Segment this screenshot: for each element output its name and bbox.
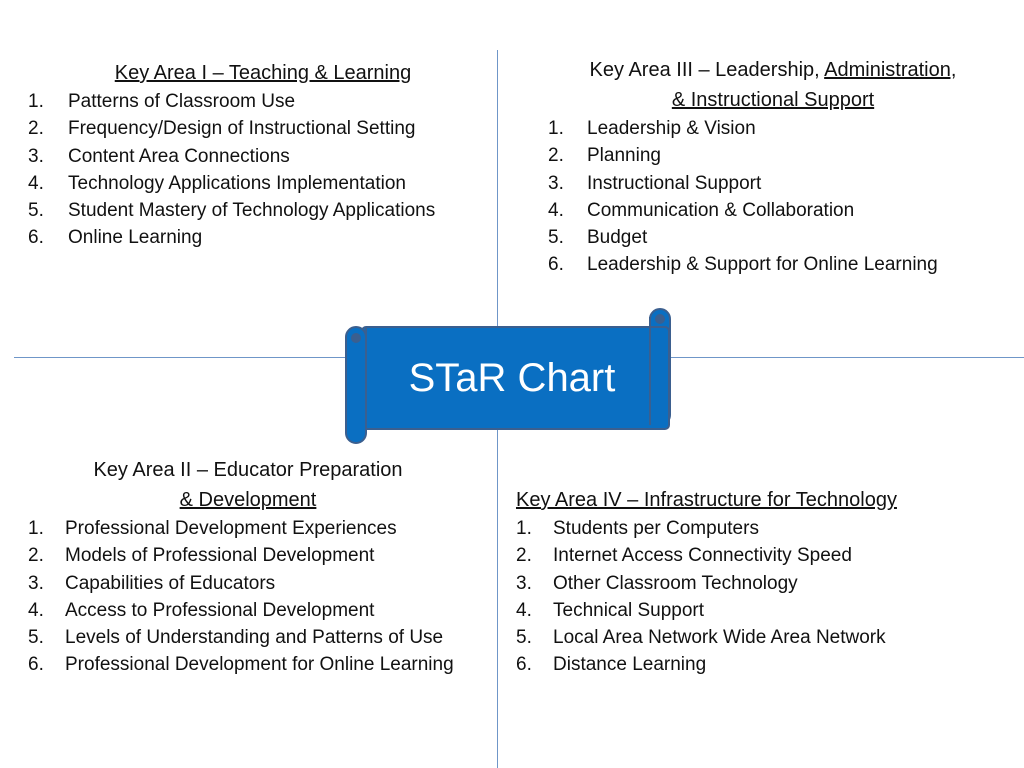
list-item	[28, 515, 468, 542]
item-number: 2.	[548, 145, 564, 167]
key-area-3-heading-plain: Key Area III – Leadership,	[589, 59, 825, 81]
list-item	[548, 197, 1008, 224]
item-text: Frequency/Design of Instructional Setting	[68, 118, 416, 140]
key-area-4-heading	[516, 485, 986, 515]
list-item	[516, 542, 986, 569]
item-number: 6.	[516, 654, 532, 676]
key-area-2-list	[28, 515, 468, 679]
item-number: 5.	[28, 200, 44, 222]
item-text: Capabilities of Educators	[65, 572, 276, 594]
key-area-4-list	[516, 515, 986, 679]
list-item	[28, 597, 468, 624]
item-number: 5.	[28, 627, 44, 649]
key-area-2-heading	[28, 455, 468, 515]
list-item	[548, 170, 1008, 197]
item-text: Online Learning	[68, 227, 203, 249]
item-number: 1.	[28, 518, 44, 539]
item-text: Communication & Collaboration	[587, 199, 855, 221]
list-item	[28, 170, 498, 197]
item-text: Distance Learning	[553, 654, 707, 676]
item-number: 1.	[516, 518, 532, 539]
item-number: 3.	[516, 572, 532, 594]
key-area-2-heading-line2: & Development	[179, 489, 317, 511]
item-number: 4.	[548, 199, 564, 221]
item-number: 3.	[28, 572, 44, 594]
list-item	[28, 143, 498, 170]
item-text: Budget	[587, 227, 648, 249]
list-item	[548, 142, 1008, 169]
item-number: 2.	[28, 545, 44, 567]
item-number: 5.	[548, 227, 564, 249]
item-text: Planning	[587, 145, 661, 167]
list-item	[28, 624, 468, 651]
item-number: 1.	[28, 91, 44, 112]
banner-title: STaR Chart	[408, 356, 616, 400]
list-item	[516, 597, 986, 624]
key-area-4	[516, 485, 986, 679]
key-area-2-heading-line1: Key Area II – Educator Preparation	[93, 459, 403, 481]
item-text: Professional Development for Online Learning	[65, 654, 454, 676]
list-item	[516, 515, 986, 542]
item-text: Other Classroom Technology	[553, 572, 798, 594]
item-number: 3.	[548, 172, 564, 194]
key-area-3-heading-underlined: Administration,	[824, 59, 957, 81]
key-area-4-heading-text: Key Area IV – Infrastructure for Technology	[516, 489, 897, 511]
item-text: Content Area Connections	[68, 145, 290, 167]
list-item	[28, 88, 498, 115]
item-number: 4.	[516, 599, 532, 621]
list-item	[28, 542, 468, 569]
list-item	[516, 651, 986, 678]
item-number: 3.	[28, 145, 44, 167]
list-item	[548, 251, 1008, 278]
item-number: 1.	[548, 118, 564, 139]
item-number: 6.	[28, 654, 44, 676]
key-area-3-heading-line2: & Instructional Support	[671, 89, 875, 111]
item-number: 2.	[28, 118, 44, 140]
key-area-1	[28, 58, 498, 252]
key-area-3-heading	[538, 55, 1008, 115]
list-item	[516, 570, 986, 597]
key-area-1-heading-text: Key Area I – Teaching & Learning	[114, 62, 412, 84]
item-text: Students per Computers	[553, 518, 759, 539]
list-item	[548, 115, 1008, 142]
item-text: Instructional Support	[587, 172, 762, 194]
item-text: Access to Professional Development	[65, 599, 375, 621]
item-text: Professional Development Experiences	[65, 518, 397, 539]
item-number: 6.	[28, 227, 44, 249]
item-number: 4.	[28, 172, 44, 194]
list-item	[28, 570, 468, 597]
list-item	[548, 224, 1008, 251]
list-item	[28, 115, 498, 142]
item-text: Levels of Understanding and Patterns of Use	[65, 627, 444, 649]
item-number: 6.	[548, 254, 564, 276]
list-item	[28, 651, 468, 678]
list-item	[28, 197, 498, 224]
key-area-2	[28, 455, 468, 679]
key-area-1-list	[28, 88, 498, 252]
item-text: Leadership & Support for Online Learning	[587, 254, 938, 276]
item-text: Internet Access Connectivity Speed	[553, 545, 852, 567]
list-item	[28, 224, 498, 251]
item-text: Patterns of Classroom Use	[68, 91, 296, 112]
item-text: Local Area Network Wide Area Network	[553, 627, 886, 649]
item-text: Technical Support	[553, 599, 705, 621]
item-text: Technology Applications Implementation	[68, 172, 406, 194]
item-text: Leadership & Vision	[587, 118, 756, 139]
key-area-3	[548, 55, 1008, 279]
item-number: 5.	[516, 627, 532, 649]
list-item	[516, 624, 986, 651]
item-number: 2.	[516, 545, 532, 567]
key-area-3-list	[548, 115, 1008, 279]
key-area-1-heading	[28, 58, 498, 88]
item-number: 4.	[28, 599, 44, 621]
item-text: Models of Professional Development	[65, 545, 375, 567]
item-text: Student Mastery of Technology Applications	[68, 200, 436, 222]
